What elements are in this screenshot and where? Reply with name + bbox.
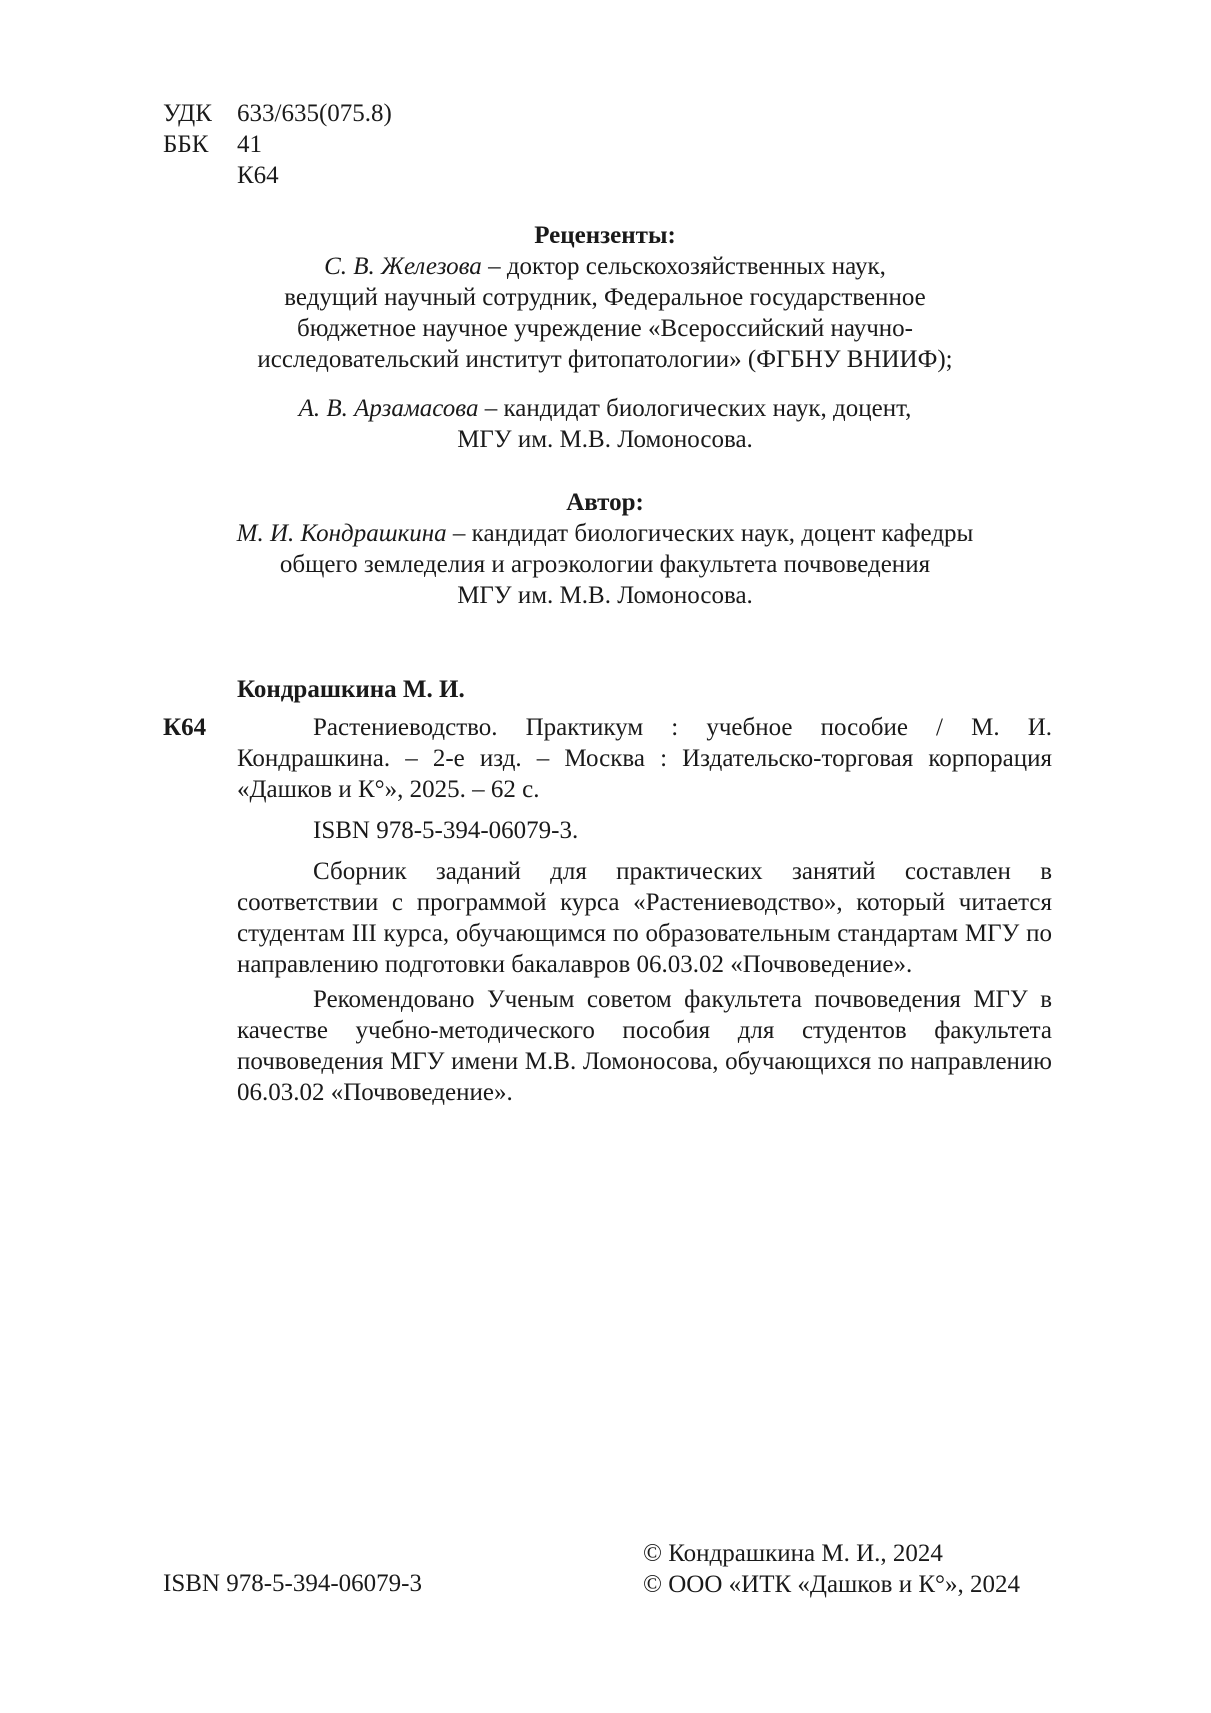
udk-row <box>163 98 392 129</box>
footer-isbn: ISBN 978-5-394-06079-3 <box>163 1570 423 1597</box>
udk-label: УДК <box>163 100 212 127</box>
copyright-block <box>643 1538 1020 1600</box>
biblio-author-heading: Кондрашкина М. И. <box>237 676 465 703</box>
biblio-abstract-2: Рекомендовано Ученым советом факультета почвоведения МГУ в качестве учебно-методического пособия для студентов факультета почвоведения МГУ имени М.В. Ломоносова, обучающихся по направлению 06.03.02 «Почвоведение». <box>237 986 1052 1106</box>
reviewer1-line4: исследовательский институт фитопатологии» (ФГБНУ ВНИИФ); <box>257 346 953 373</box>
biblio-isbn: ISBN 978-5-394-06079-3. <box>313 817 579 844</box>
reviewer2-section <box>160 393 1050 455</box>
author-heading: Автор: <box>566 489 644 516</box>
udk-value: 633/635(075.8) <box>237 100 392 127</box>
bbk-label: ББК <box>163 131 209 158</box>
reviewer1-line1 <box>160 251 1050 282</box>
reviewer2-title: – кандидат биологических наук, доцент, <box>478 395 912 422</box>
author-mark: К64 <box>237 162 279 189</box>
bbk-row <box>163 129 262 160</box>
reviewer1-line2: ведущий научный сотрудник, Федеральное государственное <box>284 284 926 311</box>
author-line3: МГУ им. М.В. Ломоносова. <box>457 582 753 609</box>
reviewer1-name: С. В. Железова <box>324 253 482 280</box>
reviewer2-name: А. В. Арзамасова <box>298 395 479 422</box>
bbk-value: 41 <box>237 131 262 158</box>
author-section <box>160 487 1050 611</box>
reviewers-section <box>160 220 1050 375</box>
biblio-code: К64 <box>163 714 207 741</box>
reviewer2-line2: МГУ им. М.В. Ломоносова. <box>457 426 753 453</box>
author-title: – кандидат биологических наук, доцент кафедры <box>446 520 974 547</box>
biblio-abstract-1: Сборник заданий для практических занятий составлен в соответствии с программой курса «Растениеводство», который читается студентам III курса, обучающимся по образовательным стандартам МГУ по направлению подготовки бакалавров 06.03.02 «Почвоведение». <box>237 858 1052 978</box>
reviewer1-line3: бюджетное научное учреждение «Всероссийский научно- <box>297 315 913 342</box>
copyright-author: © Кондрашкина М. И., 2024 <box>643 1540 943 1567</box>
author-name: М. И. Кондрашкина <box>236 520 447 547</box>
reviewer1-title: – доктор сельскохозяйственных наук, <box>481 253 886 280</box>
copyright-publisher: © ООО «ИТК «Дашков и К°», 2024 <box>643 1571 1021 1598</box>
author-line2: общего земледелия и агроэкологии факультета почвоведения <box>279 551 931 578</box>
biblio-record <box>237 712 1052 1108</box>
reviewer2-line1 <box>160 393 1050 424</box>
reviewers-heading: Рецензенты: <box>534 222 676 249</box>
biblio-description: Растениеводство. Практикум : учебное пособие / М. И. Кондрашкина. – 2-е изд. – Москва : Издательско-торговая корпорация «Дашков и К°», 2025. – 62 с. <box>237 714 1052 803</box>
author-line1 <box>160 518 1050 549</box>
